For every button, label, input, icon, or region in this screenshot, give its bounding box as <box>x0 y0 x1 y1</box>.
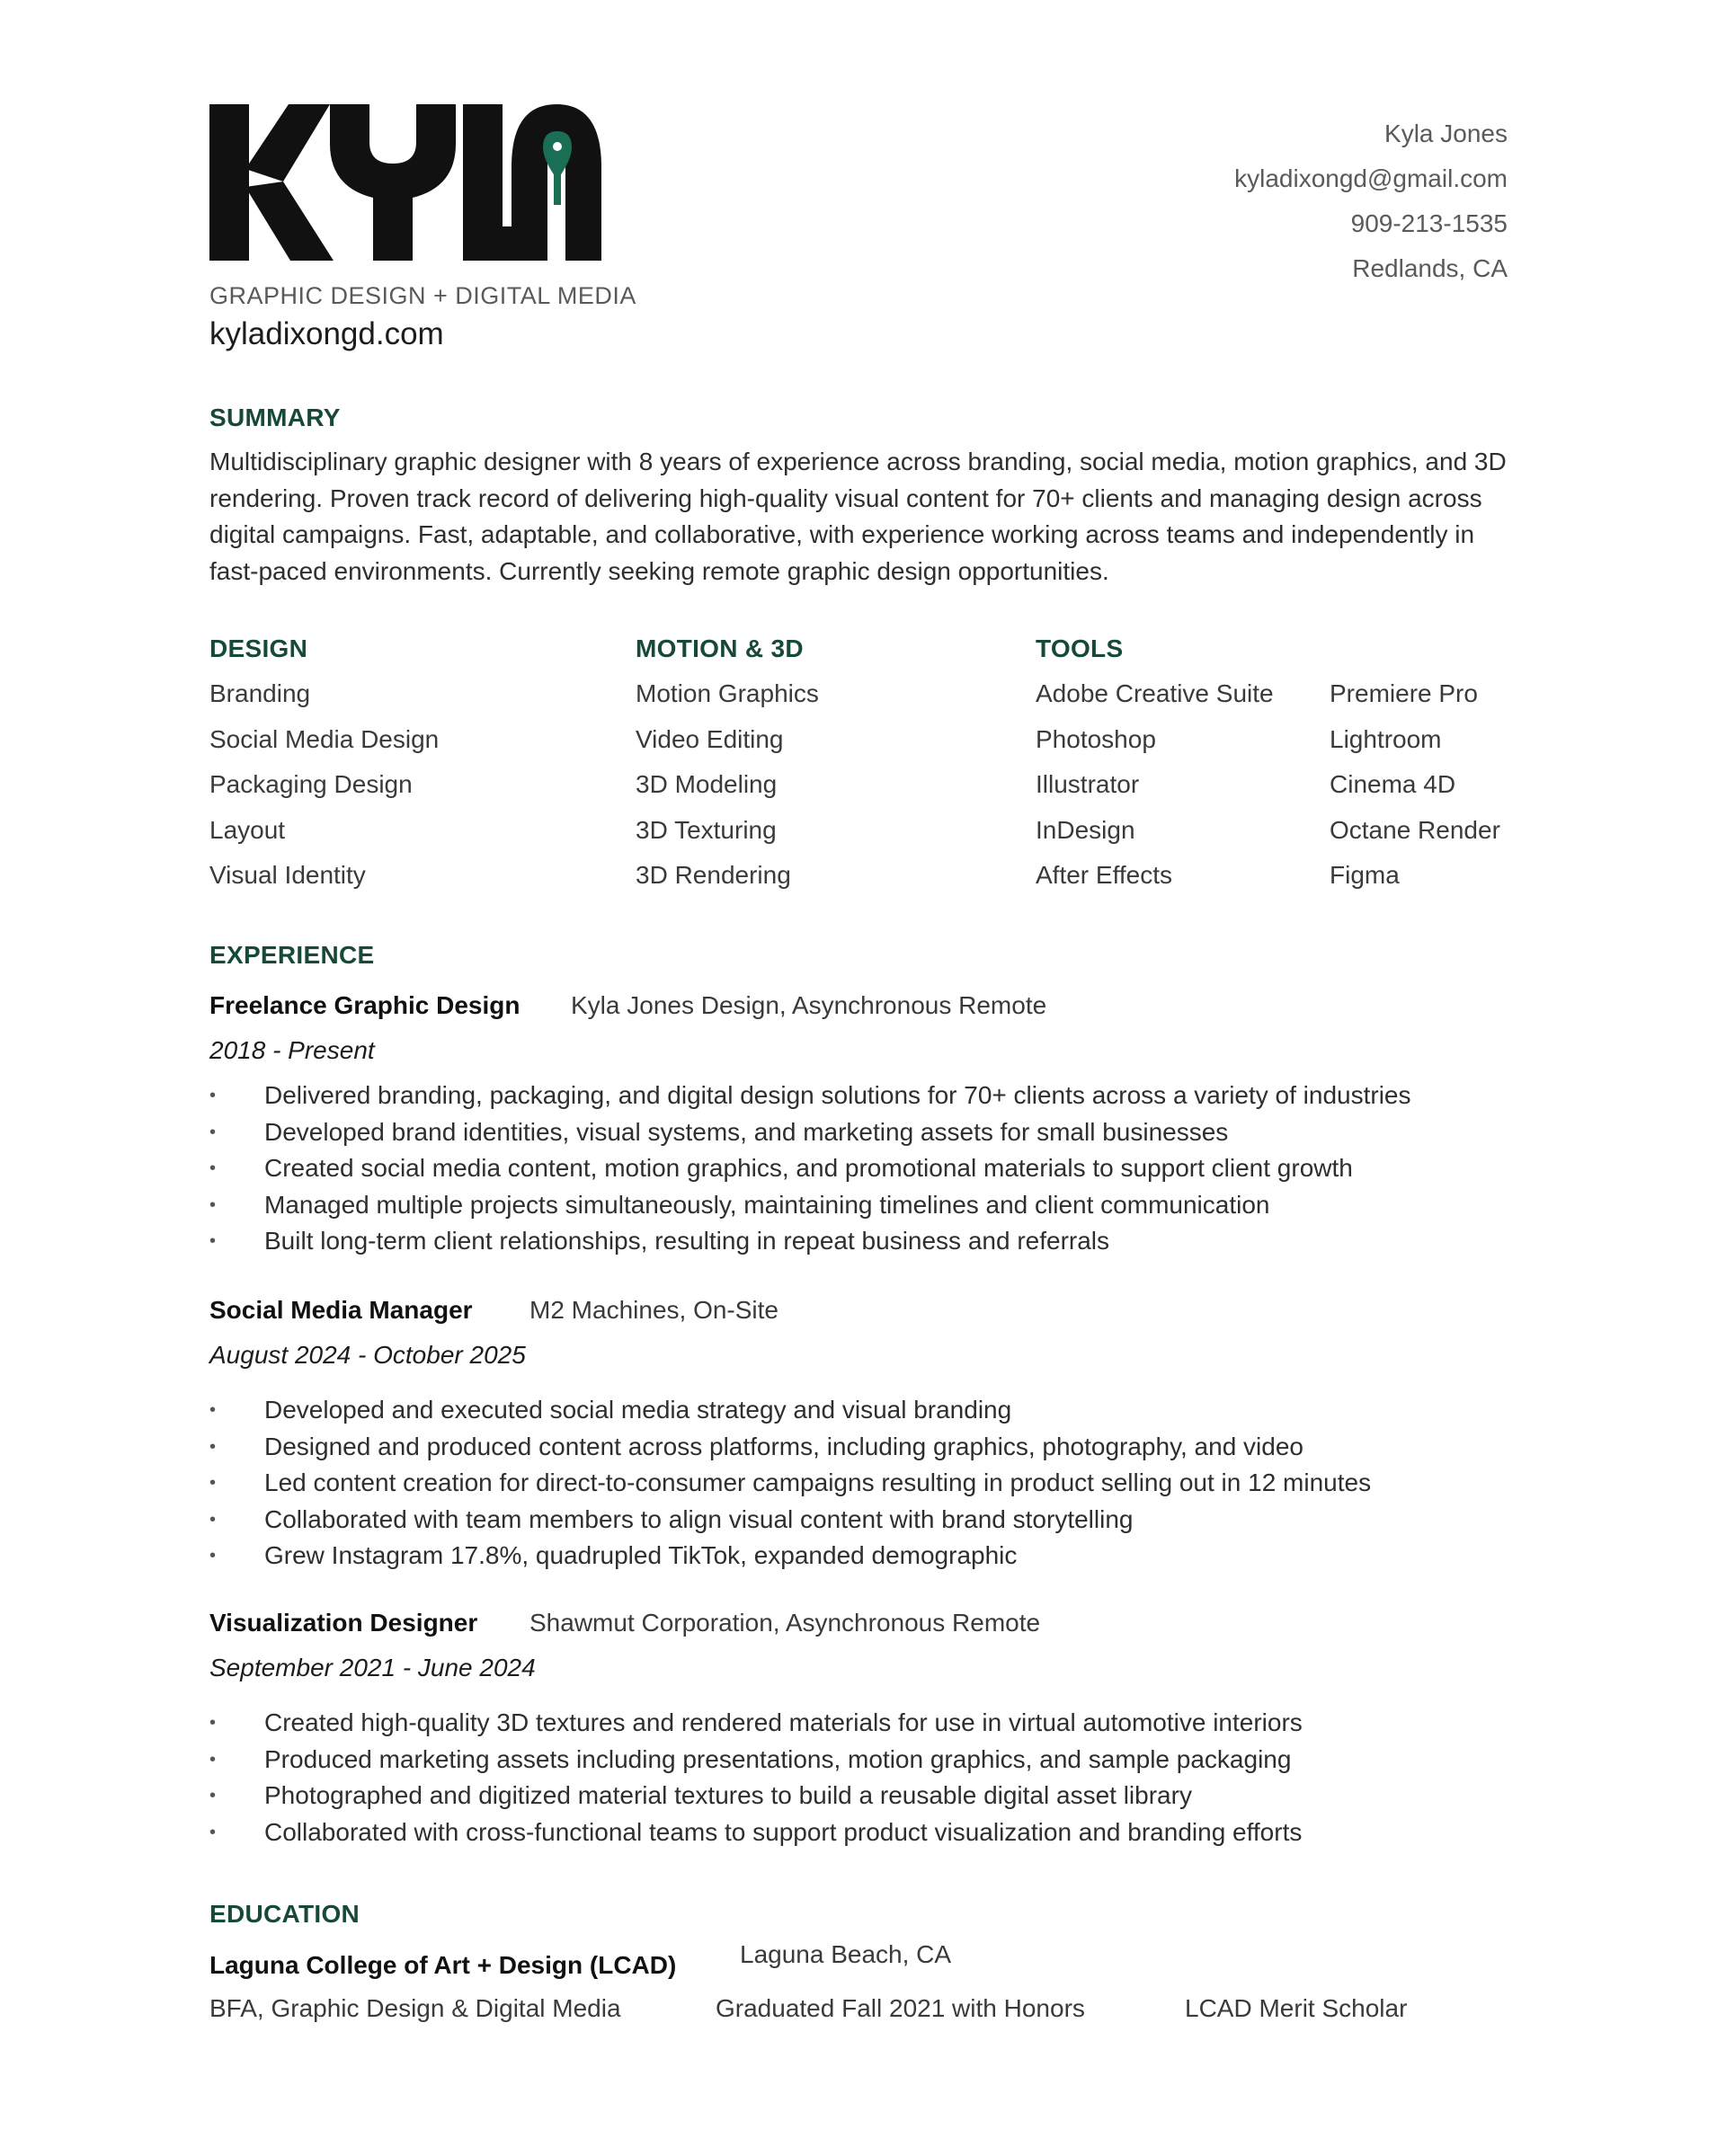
contact-block <box>1234 118 1508 297</box>
list-item: • Delivered branding, packaging, and digital design solutions for 70+ clients across a variety of industries <box>209 1079 1411 1116</box>
contact-name: Kyla Jones <box>1384 120 1508 147</box>
summary-heading: SUMMARY <box>209 404 341 431</box>
tool-item: Cinema 4D <box>1330 770 1456 798</box>
job-title: Visualization Designer <box>209 1609 478 1637</box>
skill-item: Visual Identity <box>209 861 366 889</box>
degree: BFA, Graphic Design & Digital Media <box>209 1994 621 2022</box>
list-item: • Led content creation for direct-to-consumer campaigns resulting in product selling out in 12 minutes <box>209 1467 1371 1504</box>
tool-item: Illustrator <box>1036 770 1140 798</box>
school-name: Laguna College of Art + Design (LCAD) <box>209 1951 677 1979</box>
tools-heading: TOOLS <box>1036 634 1124 662</box>
skill-item: Packaging Design <box>209 770 413 798</box>
job-company: M2 Machines, On-Site <box>529 1296 778 1324</box>
job-title: Social Media Manager <box>209 1296 473 1324</box>
list-item: • Designed and produced content across platforms, including graphics, photography, and video <box>209 1431 1371 1468</box>
award: LCAD Merit Scholar <box>1185 1994 1408 2022</box>
job-company: Kyla Jones Design, Asynchronous Remote <box>571 991 1047 1019</box>
design-heading: DESIGN <box>209 634 308 662</box>
contact-phone[interactable]: 909-213-1535 <box>1350 209 1508 237</box>
job-dates: August 2024 - October 2025 <box>209 1341 526 1369</box>
tool-item: Photoshop <box>1036 724 1156 753</box>
list-item: • Developed and executed social media strategy and visual branding <box>209 1394 1371 1431</box>
list-item: • Built long-term client relationships, resulting in repeat business and referrals <box>209 1225 1411 1262</box>
education-heading: EDUCATION <box>209 1900 360 1928</box>
list-item: • Produced marketing assets including presentations, motion graphics, and sample packaging <box>209 1743 1303 1780</box>
motion-skills-list <box>636 678 819 905</box>
tool-item: Adobe Creative Suite <box>1036 679 1274 707</box>
website-link[interactable]: kyladixongd.com <box>209 316 444 351</box>
tool-item: Lightroom <box>1330 724 1442 753</box>
list-item: • Grew Instagram 17.8%, quadrupled TikTok, expanded demographic <box>209 1539 1371 1576</box>
list-item: • Managed multiple projects simultaneously, maintaining timelines and client communication <box>209 1189 1411 1226</box>
list-item: • Created high-quality 3D textures and rendered materials for use in virtual automotive interiors <box>209 1707 1303 1743</box>
tool-item: Octane Render <box>1330 815 1500 844</box>
skill-item: Layout <box>209 815 286 844</box>
summary-text: Multidisciplinary graphic designer with 8 years of experience across branding, social media, motion graphics, and 3D rendering. Proven track record of delivering high-quality visual content for 70+ clients and managing design across digital campaigns. Fast, adaptable, and collaborative, with experience working across teams and independently in fast-paced environments. Currently seeking remote graphic design opportunities. <box>209 448 1507 585</box>
skill-item: 3D Texturing <box>636 815 777 844</box>
motion-heading: MOTION & 3D <box>636 634 804 662</box>
list-item: • Photographed and digitized material textures to build a reusable digital asset library <box>209 1779 1303 1816</box>
graduation-note: Graduated Fall 2021 with Honors <box>716 1994 1085 2022</box>
list-item: • Developed brand identities, visual systems, and marketing assets for small businesses <box>209 1116 1411 1153</box>
tools-list-col1 <box>1036 678 1274 905</box>
experience-heading: EXPERIENCE <box>209 941 375 969</box>
kyla-logo <box>209 104 601 261</box>
skill-item: 3D Modeling <box>636 770 778 798</box>
tagline: GRAPHIC DESIGN + DIGITAL MEDIA <box>209 282 636 309</box>
skill-item: Social Media Design <box>209 724 440 753</box>
list-item: • Collaborated with cross-functional teams to support product visualization and branding efforts <box>209 1816 1303 1853</box>
job-bullets <box>209 1079 1411 1262</box>
tool-item: After Effects <box>1036 861 1172 889</box>
design-skills-list <box>209 678 439 905</box>
list-item: • Created social media content, motion graphics, and promotional materials to support client growth <box>209 1152 1411 1189</box>
contact-email[interactable]: kyladixongd@gmail.com <box>1234 164 1508 192</box>
skill-item: Motion Graphics <box>636 679 819 707</box>
job-title: Freelance Graphic Design <box>209 991 520 1019</box>
job-company: Shawmut Corporation, Asynchronous Remote <box>529 1609 1041 1637</box>
tools-list-col2 <box>1330 678 1500 905</box>
skill-item: 3D Rendering <box>636 861 791 889</box>
school-location: Laguna Beach, CA <box>740 1940 952 1968</box>
skill-item: Video Editing <box>636 724 784 753</box>
job-dates: 2018 - Present <box>209 1036 375 1064</box>
tool-item: Figma <box>1330 861 1400 889</box>
contact-location: Redlands, CA <box>1352 254 1508 282</box>
job-bullets <box>209 1707 1303 1852</box>
tool-item: InDesign <box>1036 815 1135 844</box>
tool-item: Premiere Pro <box>1330 679 1478 707</box>
job-dates: September 2021 - June 2024 <box>209 1654 536 1681</box>
skill-item: Branding <box>209 679 311 707</box>
job-bullets <box>209 1394 1371 1576</box>
list-item: • Collaborated with team members to align visual content with brand storytelling <box>209 1504 1371 1540</box>
